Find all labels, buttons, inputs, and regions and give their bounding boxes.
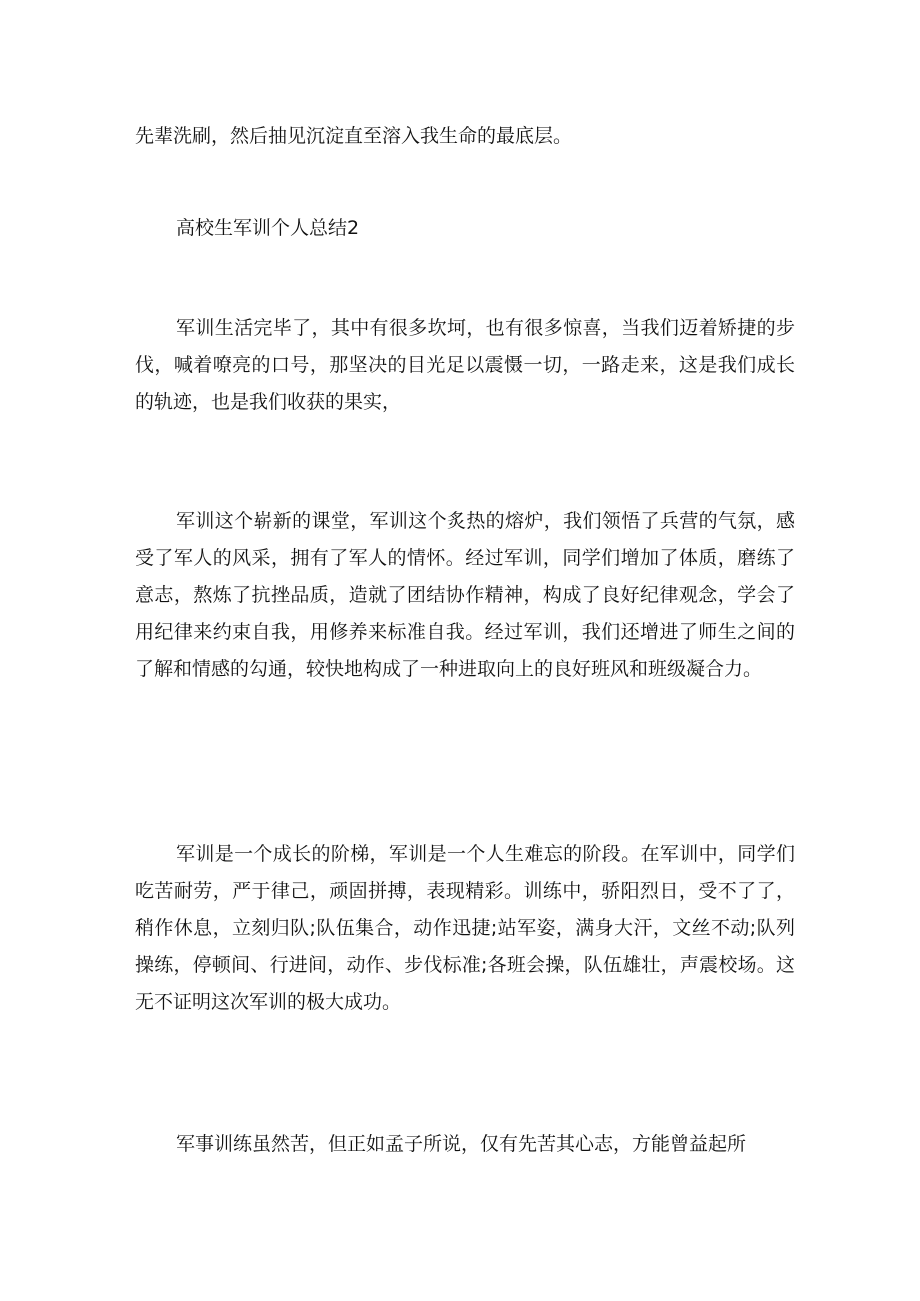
paragraph-4: 军事训练虽然苦，但正如孟子所说，仅有先苦其心志，方能曾益起所 [176,1133,747,1155]
paragraph-3: 军训是一个成长的阶梯，军训是一个人生难忘的阶段。在军训中，同学们吃苦耐劳，严于律己，顽固拼搏，表现精彩。训练中，骄阳烈日，受不了了，稍作休息，立刻归队;队伍集合，动作迅捷;站军姿，满身大汗，文丝不动;队列操练，停顿间、行进间，动作、步伐标准;各班会操，队伍雄壮，声震校场。这无不证明这次军训的极大成功。 [135,843,795,1013]
paragraph-continuation: 先辈洗刷，然后抽见沉淀直至溶入我生命的最底层。 [135,125,573,147]
paragraph-2: 军训这个崭新的课堂，军训这个炙热的熔炉，我们领悟了兵营的气氛，感受了军人的风采，拥有了军人的情怀。经过军训，同学们增加了体质，磨练了意志，熬炼了抗挫品质，造就了团结协作精神，构成了良好纪律观念，学会了用纪律来约束自我，用修养来标准自我。经过军训，我们还增进了师生之间的了解和情感的勾通，较快地构成了一种进取向上的良好班风和班级凝合力。 [135,510,795,680]
paragraph-1: 军训生活完毕了，其中有很多坎坷，也有很多惊喜，当我们迈着矫捷的步伐，喊着嘹亮的口号，那坚决的目光足以震慑一切，一路走来，这是我们成长的轨迹，也是我们收获的果实， [135,317,795,413]
section-heading: 高校生军训个人总结2 [176,217,360,239]
